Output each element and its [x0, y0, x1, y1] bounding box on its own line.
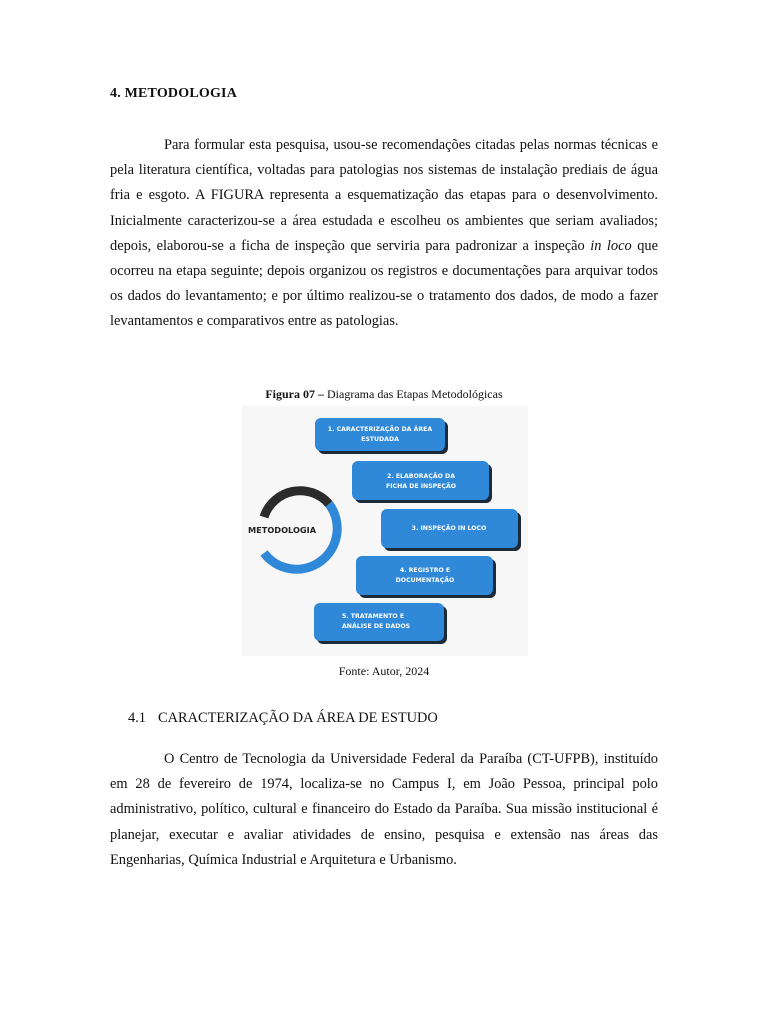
figure-caption	[110, 387, 658, 402]
ring-dark-arc	[264, 491, 329, 517]
step-box-1	[315, 418, 448, 454]
paragraph-text-part-2: que ocorreu na etapa seguinte; depois organizou os registros e documentações para arquivar todos os dados do levantamento; e por último realizou-se o tratamento dos dados, de modo a fazer levantamentos e comparativos entre as patologias.	[110, 237, 658, 330]
step-5-line-1: 5. TRATAMENTO E	[342, 613, 405, 620]
diagram-center-label: METODOLOGIA	[248, 525, 317, 535]
section-heading: 4. METODOLOGIA	[110, 86, 238, 101]
methodology-paragraph	[110, 133, 658, 335]
figure-source: Fonte: Autor, 2024	[338, 664, 430, 678]
step-2-line-1: 2. ELABORAÇÃO DA	[387, 473, 455, 480]
step-5-line-2: ANÁLISE DE DADOS	[342, 623, 411, 630]
step-box-2	[352, 461, 492, 503]
step-3-line-1: 3. INSPEÇÃO IN LOCO	[411, 525, 487, 532]
step-box-5	[314, 603, 447, 644]
paragraph-italic-in-loco: in loco	[590, 237, 632, 254]
subsection-heading	[128, 710, 438, 727]
step-4-line-2: DOCUMENTAÇÃO	[395, 577, 455, 584]
step-box-3	[381, 509, 521, 551]
step-1-line-1: 1. CARACTERIZAÇÃO DA ÁREA	[327, 426, 433, 433]
subsection-title: CARACTERIZAÇÃO DA ÁREA DE ESTUDO	[158, 710, 438, 726]
step-4-line-1: 4. REGISTRO E	[399, 567, 451, 574]
paragraph-text-part-1: Para formular esta pesquisa, usou-se recomendações citadas pelas normas técnicas e pela literatura científica, voltadas para patologias nos sistemas de instalação prediais de água fria e esgoto. A FIGURA representa a esquematização das etapas para o desenvolvimento. Inicialmente caracterizou-se a área estudada e escolheu os ambientes que seriam avaliados; depois, elaborou-se a ficha de inspeção que serviria para padronizar a inspeção	[110, 137, 658, 254]
step-2-line-2: FICHA DE INSPEÇÃO	[386, 483, 456, 490]
study-area-paragraph: O Centro de Tecnologia da Universidade Federal da Paraíba (CT-UFPB), instituído em 28 de fevereiro de 1974, localiza-se no Campus I, em João Pessoa, principal polo administrativo, político, cultural e financeiro do Estado da Paraíba. Sua missão institucional é planejar, executar e avaliar atividades de ensino, pesquisa e extensão nas áreas das Engenharias, Química Industrial e Arquitetura e Urbanismo.	[110, 751, 658, 868]
ring-blue-arc	[264, 504, 337, 569]
figure-caption-label: Figura 07 –	[265, 387, 325, 401]
methodology-diagram	[242, 406, 528, 656]
figure-caption-text: Diagrama das Etapas Metodológicas	[324, 387, 503, 401]
step-box-4	[356, 556, 496, 598]
subsection-number: 4.1	[128, 710, 146, 726]
step-1-line-2: ESTUDADA	[361, 436, 399, 443]
